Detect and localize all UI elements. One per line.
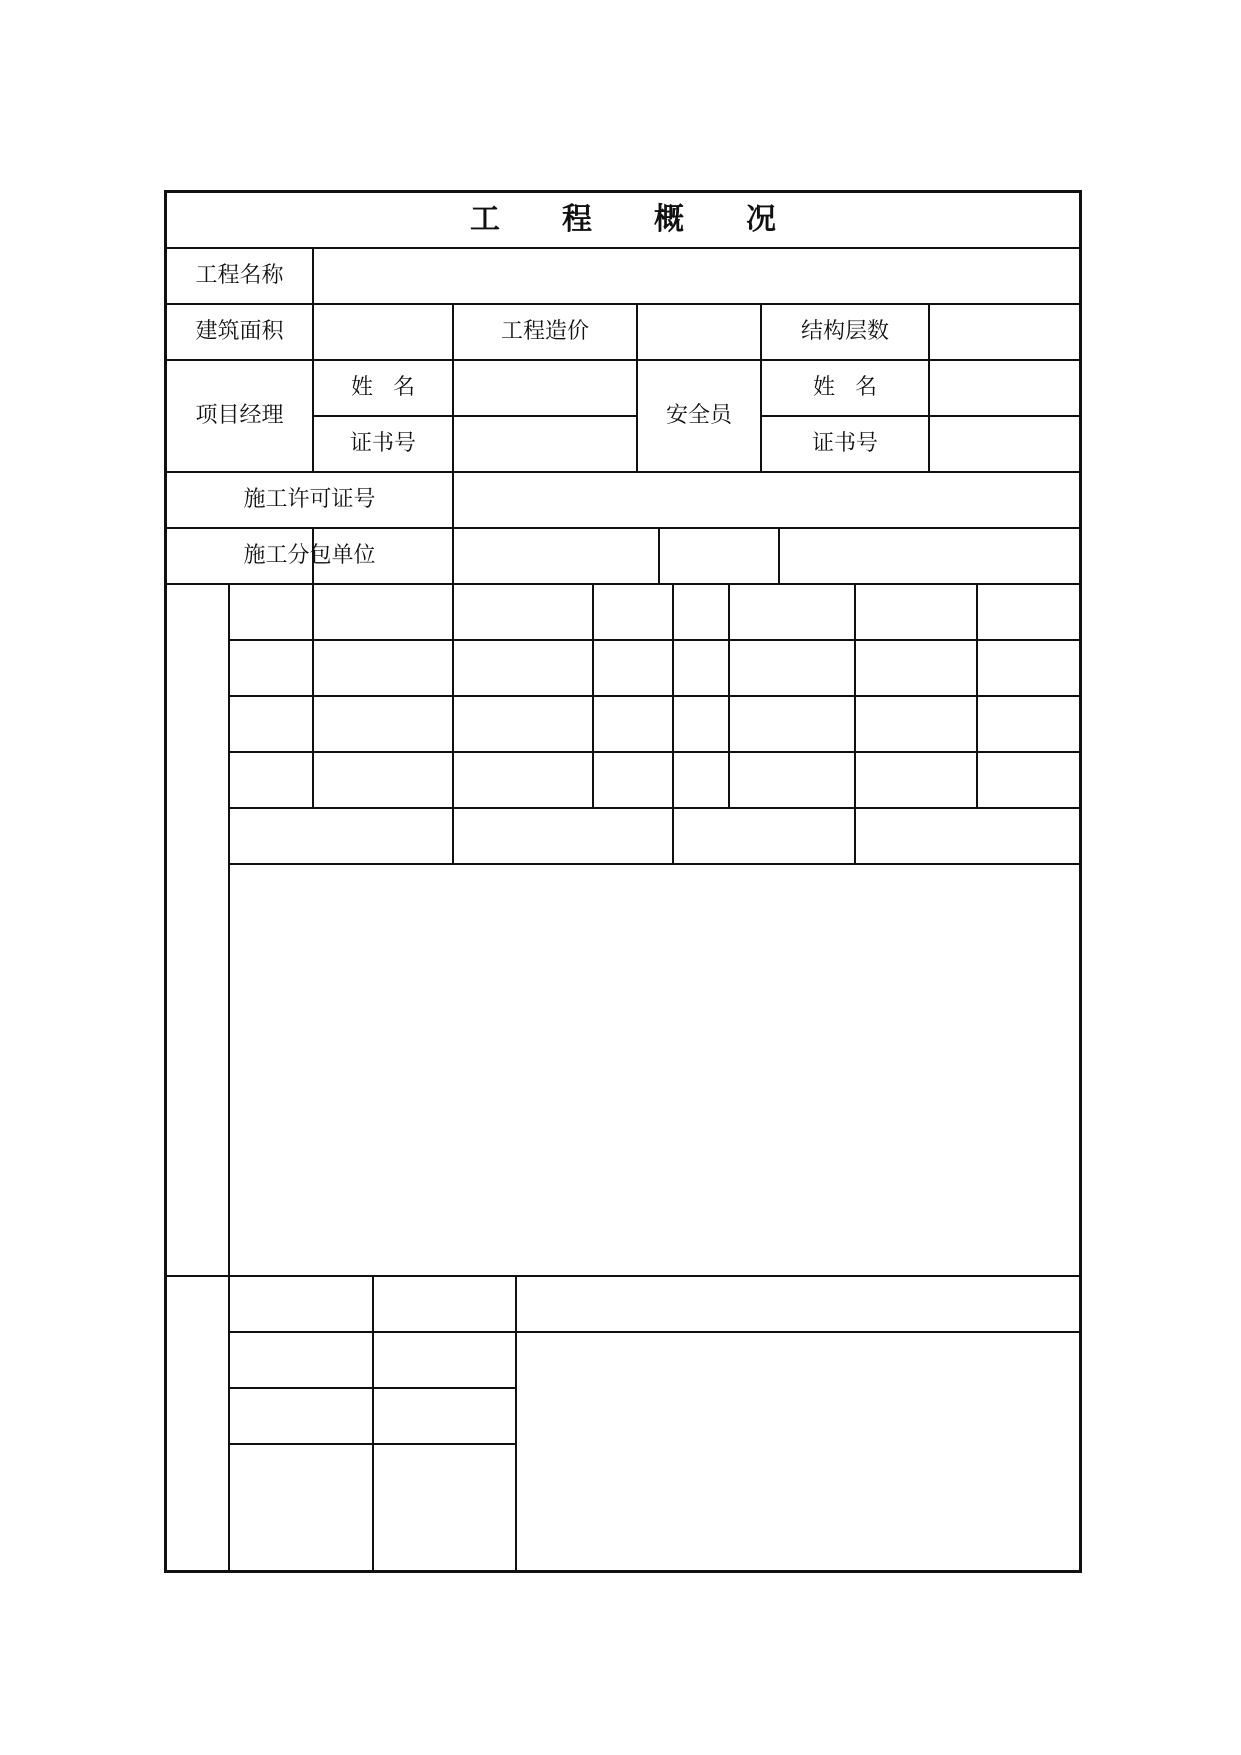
- form-title: 工程概况: [470, 202, 838, 237]
- safety-name-label: 姓名: [812, 375, 897, 400]
- project-manager-label: 项目经理: [195, 403, 284, 428]
- construction-permit-label: 施工许可证号: [243, 487, 376, 512]
- pm-name-label: 姓名: [350, 375, 435, 400]
- safety-cert-label: 证书号: [811, 431, 878, 456]
- project-cost-label: 工程造价: [500, 319, 589, 344]
- form-main-text: [167, 193, 1079, 1570]
- building-area-label: 建筑面积: [195, 319, 284, 344]
- subcontract-label: 施工分包单位: [243, 543, 376, 568]
- project-name-label: 工程名称: [195, 263, 284, 288]
- pm-cert-label: 证书号: [349, 431, 416, 456]
- safety-officer-label: 安全员: [665, 403, 732, 428]
- structure-floors-label: 结构层数: [800, 319, 889, 344]
